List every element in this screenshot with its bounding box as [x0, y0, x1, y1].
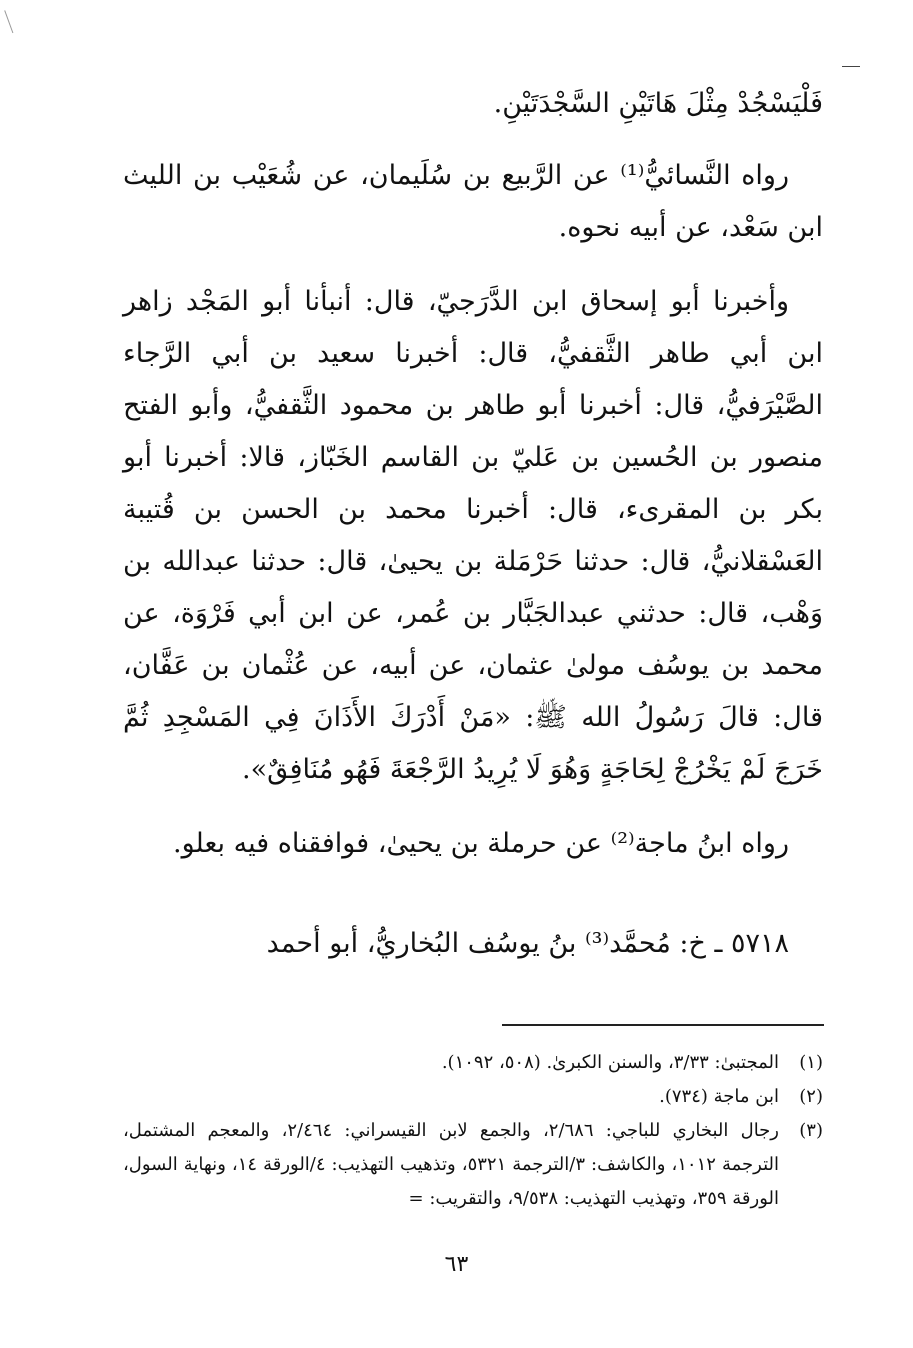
footnotes — [123, 1046, 823, 1216]
footnote-text: المجتبىٰ: ٣/٣٣، والسنن الكبرىٰ. (٥٠٨، ١٠٩٢). — [441, 1052, 779, 1073]
footnote-item — [123, 1114, 823, 1216]
footnote-text: رجال البخاري للباجي: ٢/٦٨٦، والجمع لابن القيسراني: ٢/٤٦٤، والمعجم المشتمل، الترجمة ١٠١٢، والكاشف: ٣/الترجمة ٥٣٢١، وتذهيب التهذيب: ٤/الورقة ١٤، ونهاية السول، الورقة ٣٥٩، وتهذيب التهذيب: ٩/٥٣٨، والتقريب: = — [123, 1120, 779, 1209]
footnote-number: (٣) — [799, 1120, 823, 1141]
footnote-number: (٢) — [799, 1086, 823, 1107]
main-text — [123, 78, 823, 870]
footnote-separator — [502, 1024, 824, 1026]
footnote-item — [123, 1046, 823, 1080]
paragraph-nasai-riwaya: رواه النَّسائيُّ⁽¹⁾ عن الرَّبيع بن سُلَيمان، عن شُعَيْب بن الليث ابن سَعْد، عن أبيه نحوه. — [123, 160, 823, 243]
footnote-item — [123, 1080, 823, 1114]
page-number: ٦٣ — [444, 1252, 469, 1277]
biography-entry-heading: ٥٧١٨ ـ خ: مُحمَّد⁽³⁾ بنُ يوسُف البُخاريُّ، أبو أحمد — [266, 928, 789, 959]
paragraph-hadith-ending: فَلْيَسْجُدْ مِثْلَ هَاتَيْنِ السَّجْدَتَيْنِ. — [493, 88, 823, 119]
paragraph-isnad: وأخبرنا أبو إسحاق ابن الدَّرَجيّ، قال: أنبأنا أبو المَجْد زاهر ابن أبي طاهر الثَّقفيُّ، قال: أخبرنا سعيد بن أبي الرَّجاء الصَّيْرَفيُّ، قال: أخبرنا أبو طاهر بن محمود الثَّقفيُّ، وأبو الفتح منصور بن الحُسين بن عَليّ بن القاسم الخَبّاز، قالا: أخبرنا أبو بكر بن المقرىء، قال: أخبرنا محمد بن الحسن بن قُتيبة العَسْقلانيُّ، قال: حدثنا حَرْمَلة بن يحيىٰ، قال: حدثنا عبدالله بن وَهْب، قال: حدثني عبدالجَبَّار بن عُمر، عن ابن أبي فَرْوَة، عن محمد بن يوسُف مولىٰ عثمان، عن أبيه، عن عُثْمان بن عَفَّان، قال: قالَ رَسُولُ الله ﷺ: «مَنْ أَدْرَكَ الأَذَانَ فِي المَسْجِدِ ثُمَّ خَرَجَ لَمْ يَخْرُجْ لِحَاجَةٍ وَهُوَ لَا يُرِيدُ الرَّجْعَةَ فَهُو مُنَافِقٌ». — [123, 286, 823, 785]
footnote-number: (١) — [799, 1052, 823, 1073]
scan-mark — [4, 7, 23, 33]
paragraph-ibn-majah-riwaya: رواه ابنُ ماجة⁽²⁾ عن حرملة بن يحيىٰ، فوافقناه فيه بعلو. — [173, 828, 789, 859]
footnote-text: ابن ماجة (٧٣٤). — [659, 1086, 779, 1107]
header-rule — [842, 66, 860, 67]
